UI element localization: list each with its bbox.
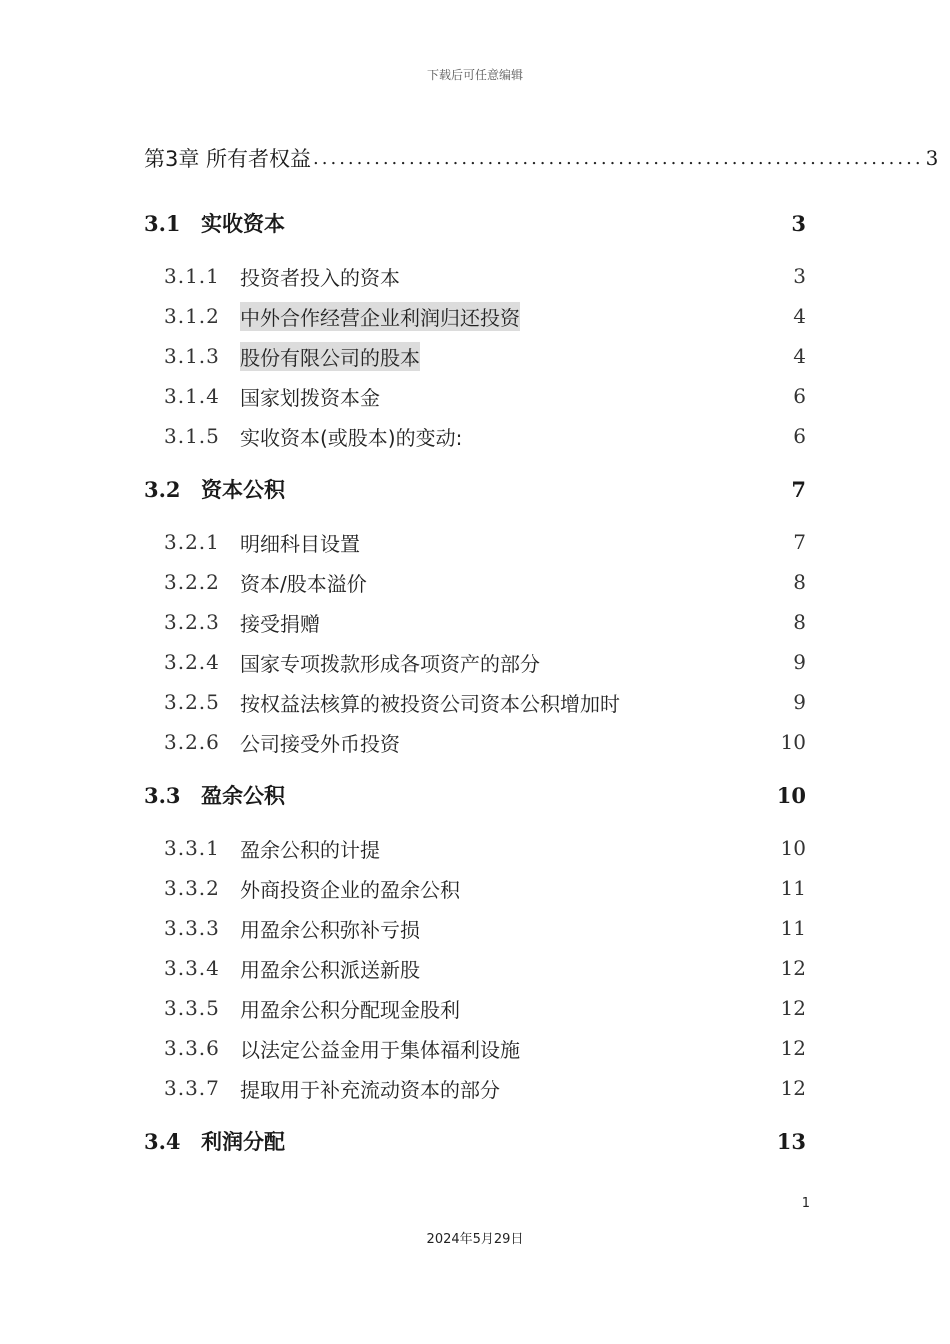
toc-subsection-entry[interactable]	[144, 687, 806, 717]
page-header: 下载后可任意编辑	[426, 68, 523, 82]
toc-page-number: 13	[776, 1128, 806, 1154]
toc-subsection-entry[interactable]	[144, 873, 806, 903]
toc-chapter-title: 第3章 所有者权益	[144, 147, 312, 171]
toc-section-title: 利润分配	[201, 1130, 285, 1154]
toc-subsection-number: 3.1.5	[164, 424, 220, 448]
toc-subsection-entry[interactable]	[144, 421, 806, 451]
toc-subsection-entry[interactable]	[144, 953, 806, 983]
toc-subsection-title: 按权益法核算的被投资公司资本公积增加时	[240, 691, 620, 716]
toc-section-entry[interactable]	[144, 208, 806, 238]
toc-subsection-number: 3.1.4	[164, 384, 220, 408]
page-number: 1	[801, 1196, 810, 1211]
toc-page-number: 9	[793, 690, 806, 714]
toc-page-number: 10	[776, 782, 806, 808]
toc-page-number: 6	[793, 384, 806, 408]
toc-subsection-title: 以法定公益金用于集体福利设施	[240, 1037, 520, 1062]
toc-subsection-number: 3.1.1	[164, 264, 220, 288]
toc-subsection-title: 用盈余公积派送新股	[240, 957, 420, 982]
toc-subsection-entry[interactable]	[144, 341, 806, 371]
toc-subsection-entry[interactable]	[144, 607, 806, 637]
toc-page-number: 8	[793, 570, 806, 594]
toc-subsection-number: 3.2.1	[164, 530, 220, 554]
toc-subsection-entry[interactable]	[144, 647, 806, 677]
toc-subsection-entry[interactable]	[144, 993, 806, 1023]
toc-subsection-title: 接受捐赠	[240, 611, 320, 636]
toc-section-number: 3.4	[144, 1128, 181, 1154]
toc-section-title: 资本公积	[201, 478, 285, 502]
toc-page-number: 9	[793, 650, 806, 674]
toc-subsection-number: 3.2.3	[164, 610, 220, 634]
page-footer-date: 2024年5月29日	[426, 1232, 524, 1247]
toc-subsection-entry[interactable]	[144, 567, 806, 597]
toc-subsection-number: 3.3.5	[164, 996, 220, 1020]
toc-subsection-number: 3.1.2	[164, 304, 220, 328]
toc-subsection-title: 资本/股本溢价	[240, 571, 367, 596]
toc-chapter-entry[interactable]	[144, 143, 939, 173]
toc-section-number: 3.1	[144, 210, 181, 236]
toc-subsection-title: 公司接受外币投资	[240, 731, 400, 756]
toc-page-number: 12	[780, 956, 806, 980]
toc-subsection-entry[interactable]	[144, 381, 806, 411]
toc-subsection-number: 3.1.3	[164, 344, 220, 368]
toc-section-number: 3.2	[144, 476, 181, 502]
toc-subsection-number: 3.2.6	[164, 730, 220, 754]
toc-section-title: 实收资本	[201, 212, 285, 236]
toc-subsection-title: 中外合作经营企业利润归还投资	[240, 302, 520, 331]
toc-page-number: 4	[793, 304, 806, 328]
toc-subsection-title: 用盈余公积弥补亏损	[240, 917, 420, 942]
toc-subsection-number: 3.2.2	[164, 570, 220, 594]
toc-page-number: 7	[791, 476, 806, 502]
toc-page-number: 3	[925, 146, 939, 170]
toc-subsection-title: 盈余公积的计提	[240, 837, 380, 862]
toc-subsection-title: 明细科目设置	[240, 531, 360, 556]
toc-subsection-number: 3.3.3	[164, 916, 220, 940]
toc-page-number: 11	[780, 876, 806, 900]
toc-page-number: 6	[793, 424, 806, 448]
toc-page-number: 3	[793, 264, 806, 288]
toc-page-number: 12	[780, 1036, 806, 1060]
toc-subsection-number: 3.3.7	[164, 1076, 220, 1100]
toc-subsection-number: 3.2.4	[164, 650, 220, 674]
toc-subsection-number: 3.3.6	[164, 1036, 220, 1060]
toc-subsection-entry[interactable]	[144, 1073, 806, 1103]
toc-subsection-entry[interactable]	[144, 527, 806, 557]
toc-subsection-entry[interactable]	[144, 261, 806, 291]
toc-section-number: 3.3	[144, 782, 181, 808]
toc-page-number: 11	[780, 916, 806, 940]
toc-page-number: 12	[780, 996, 806, 1020]
toc-subsection-entry[interactable]	[144, 913, 806, 943]
toc-leader-dots: ......................................................................	[313, 147, 924, 169]
toc-subsection-title: 用盈余公积分配现金股利	[240, 997, 460, 1022]
toc-subsection-title: 股份有限公司的股本	[240, 342, 420, 371]
toc-page-number: 3	[791, 210, 806, 236]
toc-page-number: 12	[780, 1076, 806, 1100]
toc-section-entry[interactable]	[144, 780, 806, 810]
toc-subsection-title: 国家划拨资本金	[240, 385, 380, 410]
toc-subsection-title: 投资者投入的资本	[240, 265, 400, 290]
toc-subsection-title: 外商投资企业的盈余公积	[240, 877, 460, 902]
toc-page-number: 10	[780, 836, 806, 860]
toc-page-number: 4	[793, 344, 806, 368]
toc-section-entry[interactable]	[144, 474, 806, 504]
toc-section-entry[interactable]	[144, 1126, 806, 1156]
toc-subsection-number: 3.2.5	[164, 690, 220, 714]
toc-page-number: 10	[780, 730, 806, 754]
toc-subsection-number: 3.3.1	[164, 836, 220, 860]
toc-subsection-number: 3.3.4	[164, 956, 220, 980]
toc-subsection-entry[interactable]	[144, 301, 806, 331]
toc-subsection-title: 实收资本(或股本)的变动:	[240, 425, 463, 450]
toc-page-number: 8	[793, 610, 806, 634]
toc-page-number: 7	[793, 530, 806, 554]
toc-subsection-entry[interactable]	[144, 1033, 806, 1063]
toc-section-title: 盈余公积	[201, 784, 285, 808]
toc-subsection-entry[interactable]	[144, 833, 806, 863]
toc-subsection-entry[interactable]	[144, 727, 806, 757]
toc-subsection-number: 3.3.2	[164, 876, 220, 900]
toc-subsection-title: 国家专项拨款形成各项资产的部分	[240, 651, 540, 676]
toc-subsection-title: 提取用于补充流动资本的部分	[240, 1077, 500, 1102]
